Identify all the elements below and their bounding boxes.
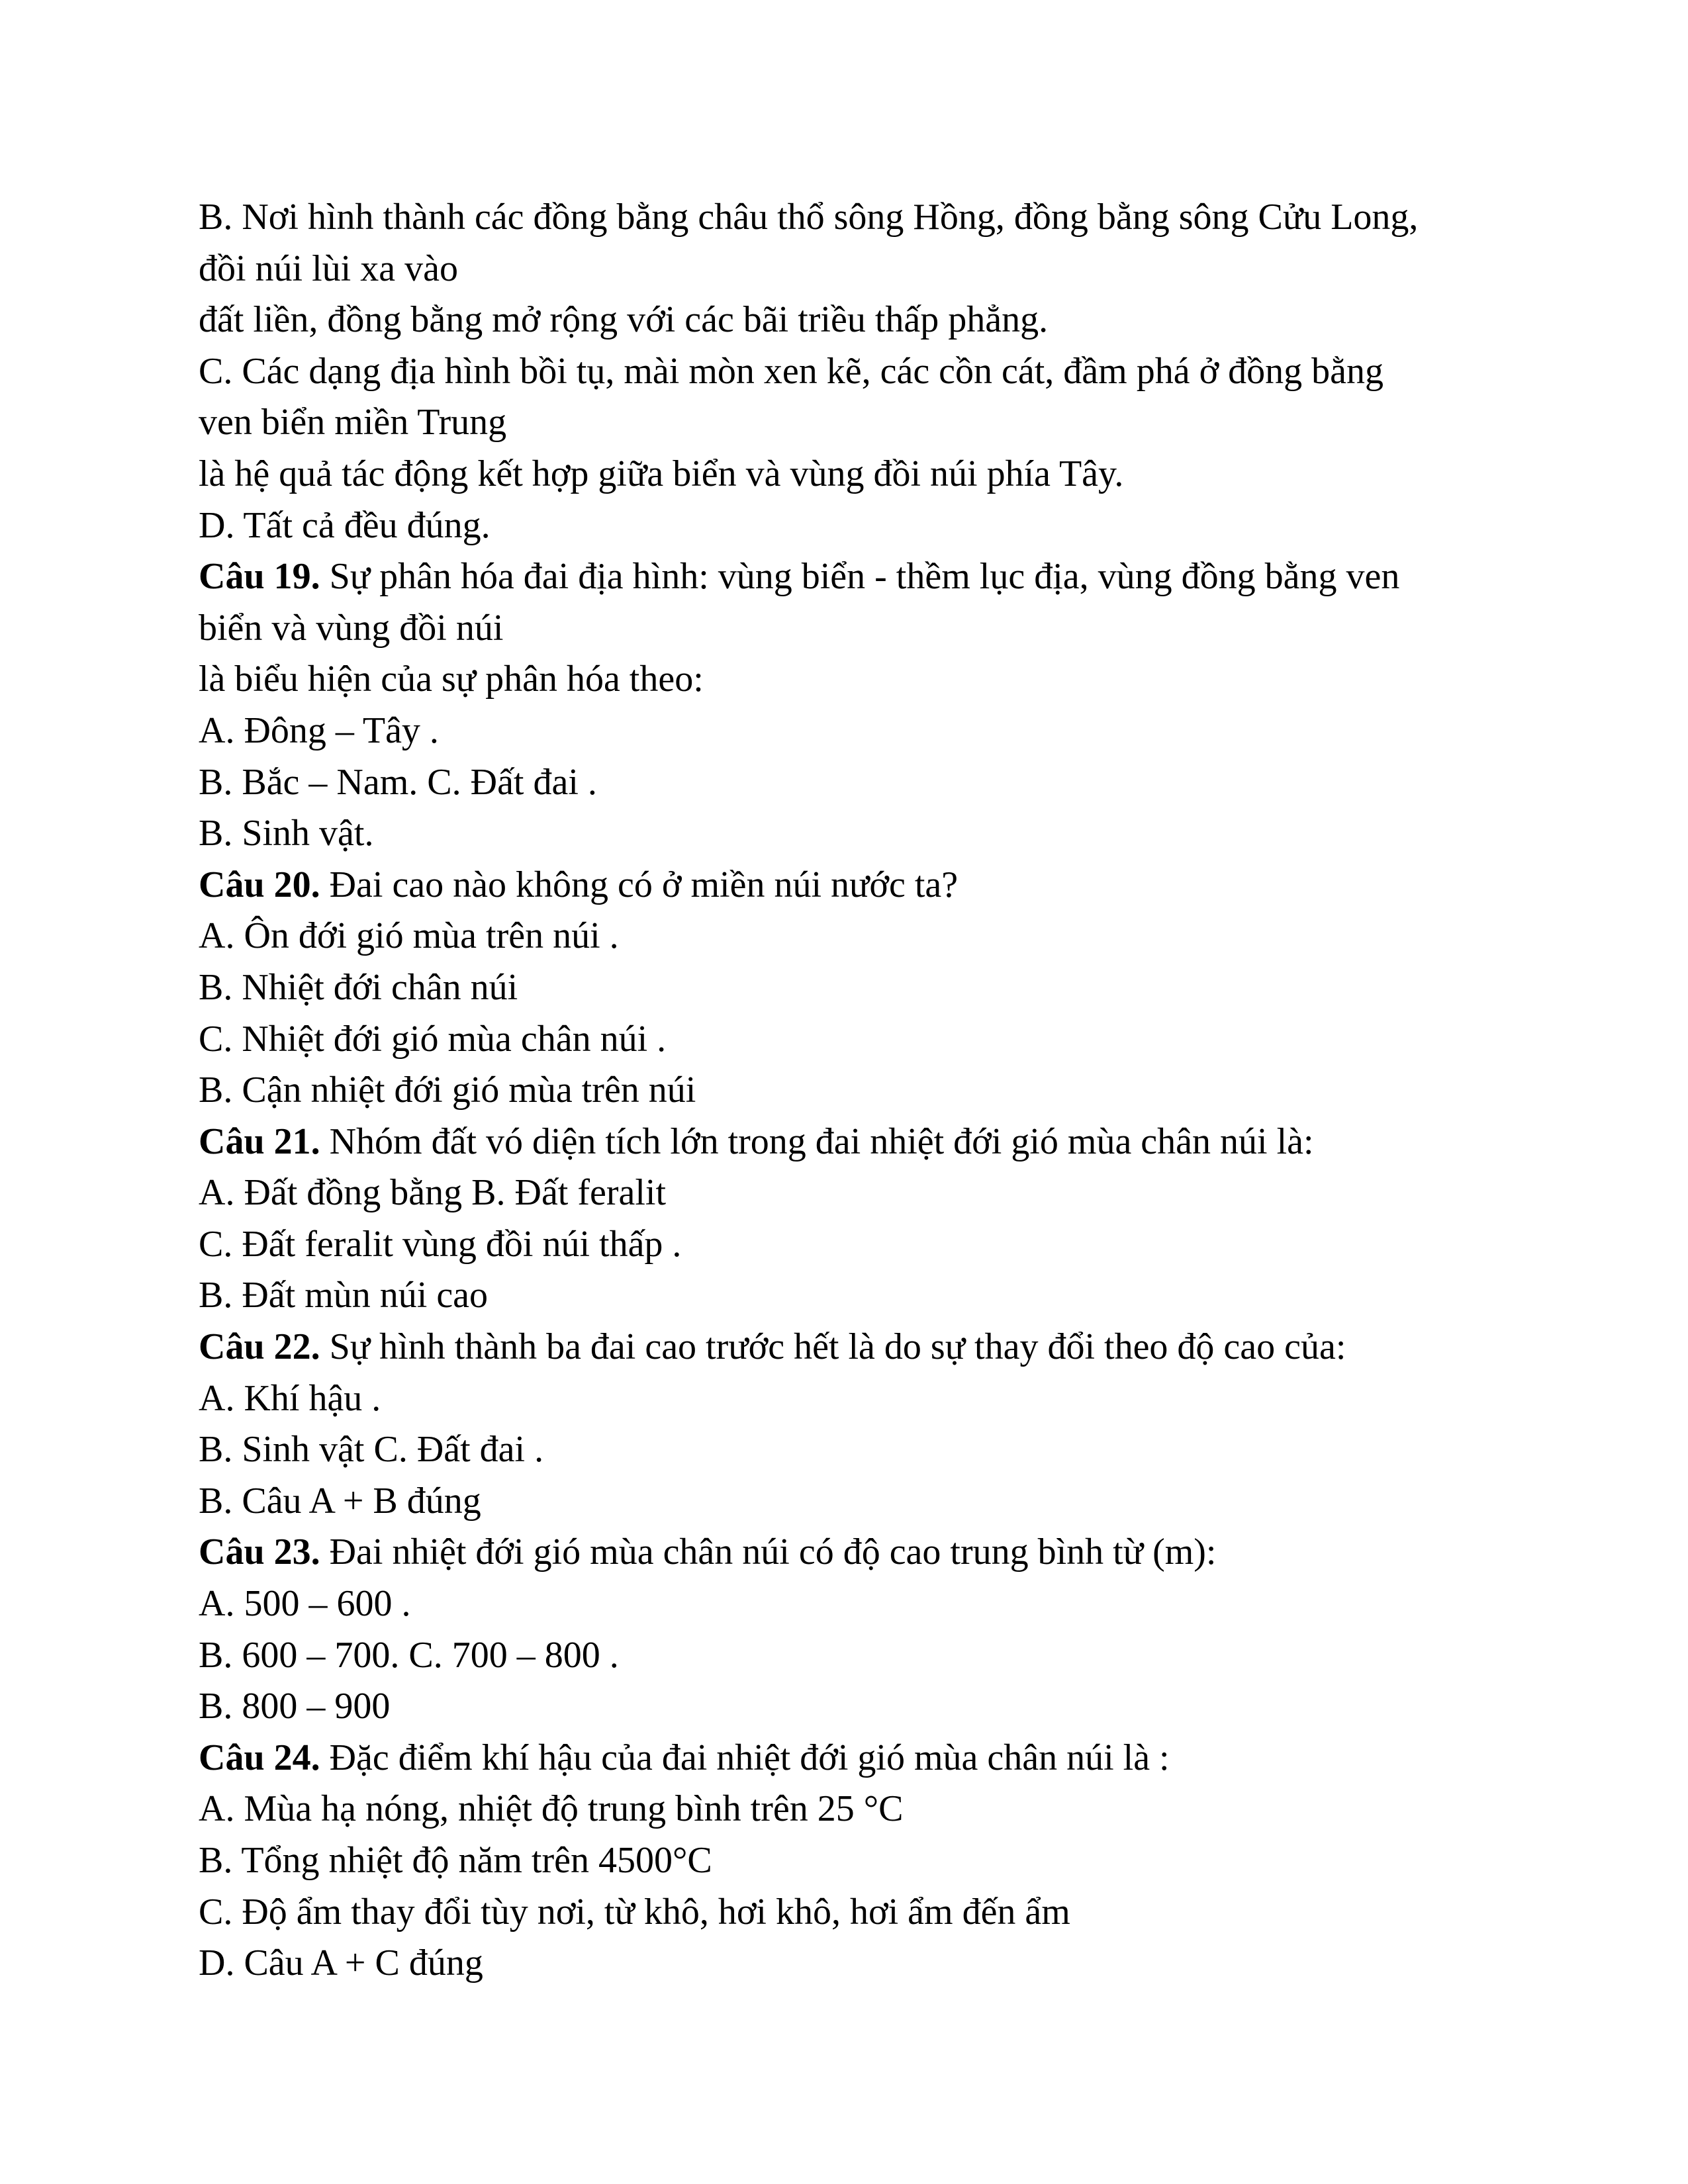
line-text: đất liền, đồng bằng mở rộng với các bãi triều thấp phẳng.: [199, 299, 1049, 341]
text-line: [199, 192, 1523, 244]
text-line: [199, 346, 1523, 398]
question-line: [199, 1733, 1523, 1784]
line-text: B. 600 – 700. C. 700 – 800 .: [199, 1634, 619, 1676]
text-line: [199, 654, 1523, 705]
text-line: [199, 603, 1523, 655]
line-text: D. Câu A + C đúng: [199, 1942, 483, 1984]
text-line: [199, 962, 1523, 1014]
text-line: [199, 1167, 1523, 1219]
line-text: là biểu hiện của sự phân hóa theo:: [199, 659, 704, 700]
line-text: D. Tất cả đều đúng.: [199, 504, 491, 546]
question-line: [199, 1527, 1523, 1578]
line-text: C. Các dạng địa hình bồi tụ, mài mòn xen kẽ, các cồn cát, đầm phá ở đồng bằng: [199, 350, 1384, 392]
text-line: [199, 1578, 1523, 1630]
line-text: A. Ôn đới gió mùa trên núi .: [199, 915, 619, 957]
question-line: [199, 1116, 1523, 1168]
text-line: [199, 397, 1523, 449]
document-body: [199, 192, 1523, 1989]
line-text: ven biển miền Trung: [199, 402, 507, 443]
line-text: là hệ quả tác động kết hợp giữa biển và vùng đồi núi phía Tây.: [199, 453, 1124, 494]
text-line: [199, 1476, 1523, 1527]
text-line: [199, 757, 1523, 809]
text-line: [199, 1630, 1523, 1682]
line-text: Đai nhiệt đới gió mùa chân núi có độ cao trung bình từ (m):: [320, 1531, 1217, 1573]
line-text: C. Đất feralit vùng đồi núi thấp .: [199, 1223, 682, 1265]
line-text: A. 500 – 600 .: [199, 1583, 411, 1625]
line-text: Đai cao nào không có ở miền núi nước ta?: [320, 864, 959, 905]
line-text: B. Cận nhiệt đới gió mùa trên núi: [199, 1069, 696, 1111]
line-text: C. Độ ẩm thay đổi tùy nơi, từ khô, hơi khô, hơi ẩm đến ẩm: [199, 1891, 1070, 1933]
question-number: Câu 19.: [199, 556, 320, 598]
text-line: [199, 1014, 1523, 1066]
line-text: B. Nhiệt đới chân núi: [199, 966, 518, 1008]
text-line: [199, 1784, 1523, 1835]
line-text: B. Nơi hình thành các đồng bằng châu thổ sông Hồng, đồng bằng sông Cửu Long,: [199, 197, 1419, 238]
text-line: [199, 1938, 1523, 1989]
question-line: [199, 1322, 1523, 1373]
line-text: A. Đất đồng bằng B. Đất feralit: [199, 1172, 667, 1214]
line-text: B. Câu A + B đúng: [199, 1480, 481, 1522]
text-line: [199, 1219, 1523, 1271]
text-line: [199, 1681, 1523, 1733]
line-text: A. Mùa hạ nóng, nhiệt độ trung bình trên 25 °C: [199, 1788, 904, 1830]
line-text: B. Sinh vật C. Đất đai .: [199, 1429, 544, 1471]
text-line: [199, 500, 1523, 552]
line-text: đồi núi lùi xa vào: [199, 248, 458, 289]
question-line: [199, 860, 1523, 911]
line-text: B. Tổng nhiệt độ năm trên 4500°C: [199, 1840, 712, 1881]
question-number: Câu 23.: [199, 1531, 320, 1573]
line-text: B. 800 – 900: [199, 1686, 391, 1727]
line-text: Sự hình thành ba đai cao trước hết là do sự thay đổi theo độ cao của:: [320, 1326, 1346, 1368]
line-text: Nhóm đất vó diện tích lớn trong đai nhiệt đới gió mùa chân núi là:: [320, 1120, 1314, 1162]
text-line: [199, 1424, 1523, 1476]
line-text: Đặc điểm khí hậu của đai nhiệt đới gió mùa chân núi là :: [320, 1737, 1170, 1778]
question-line: [199, 551, 1523, 603]
text-line: [199, 1065, 1523, 1116]
line-text: Sự phân hóa đai địa hình: vùng biển - thềm lục địa, vùng đồng bằng ven: [320, 556, 1400, 598]
line-text: B. Bắc – Nam. C. Đất đai .: [199, 761, 597, 803]
question-number: Câu 21.: [199, 1120, 320, 1162]
question-number: Câu 20.: [199, 864, 320, 905]
line-text: biển và vùng đồi núi: [199, 607, 504, 649]
line-text: A. Đông – Tây .: [199, 709, 439, 751]
text-line: [199, 1835, 1523, 1887]
text-line: [199, 244, 1523, 295]
text-line: [199, 808, 1523, 860]
text-line: [199, 295, 1523, 346]
text-line: [199, 705, 1523, 757]
question-number: Câu 24.: [199, 1737, 320, 1778]
text-line: [199, 449, 1523, 500]
text-line: [199, 911, 1523, 962]
line-text: B. Sinh vật.: [199, 813, 374, 854]
line-text: B. Đất mùn núi cao: [199, 1275, 489, 1316]
text-line: [199, 1270, 1523, 1322]
line-text: C. Nhiệt đới gió mùa chân núi .: [199, 1018, 667, 1060]
text-line: [199, 1887, 1523, 1938]
text-line: [199, 1373, 1523, 1425]
line-text: A. Khí hậu .: [199, 1377, 381, 1419]
question-number: Câu 22.: [199, 1326, 320, 1368]
